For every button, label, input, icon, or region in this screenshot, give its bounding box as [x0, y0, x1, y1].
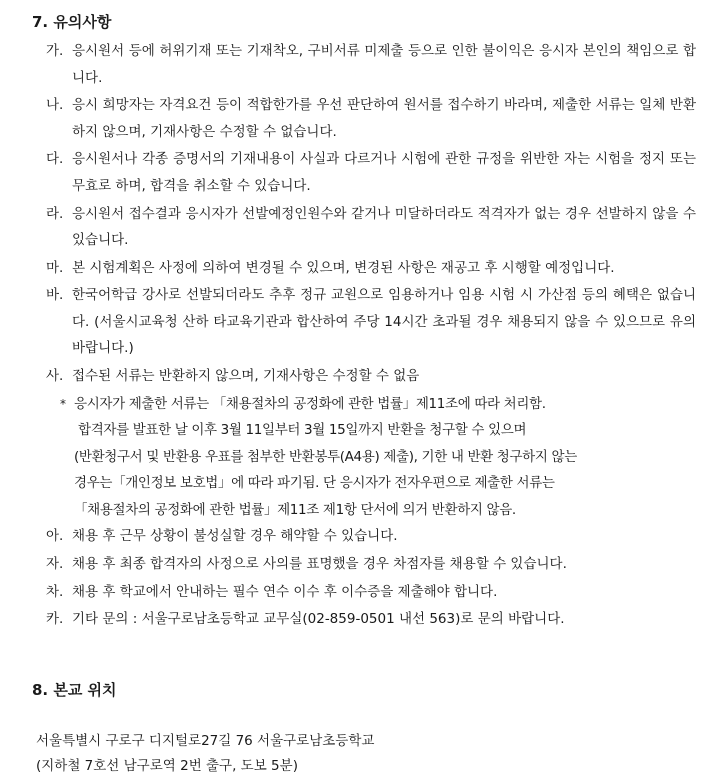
list-item — [46, 606, 696, 633]
section-8-title: 8. 본교 위치 — [32, 681, 117, 699]
item-text: 응시원서 등에 허위기재 또는 기재착오, 구비서류 미제출 등으로 인한 불이익은 응시자 본인의 책임으로 합니다. — [72, 43, 696, 86]
note-line: 합격자를 발표한 날 이후 3월 11일부터 3월 15일까지 반환을 청구할 수 있으며 — [78, 422, 527, 439]
note-body — [74, 391, 577, 524]
list-item — [46, 201, 696, 254]
item-marker: 바. — [46, 287, 64, 304]
list-item — [46, 255, 696, 282]
asterisk-icon: * — [60, 396, 66, 411]
item-marker: 가. — [46, 43, 64, 59]
item-text: 한국어학급 강사로 선발되더라도 추후 정규 교원으로 임용하거나 임용 시험 시 가산점 등의 혜택은 없습니다. (서울시교육청 산하 타교육기관과 합산하여 주당 14시간 초과될 경우 채용되지 않을 수 있으므로 유의바랍니다.) — [72, 287, 696, 357]
item-marker: 자. — [46, 555, 64, 572]
item-text: 기타 문의 : 서울구로남초등학교 교무실(02-859-0501 내선 563)로 문의 바랍니다. — [72, 611, 565, 628]
note-line: 경우는「개인정보 보호법」에 따라 파기됨. 단 응시자가 전자우편으로 제출한 서류는 — [74, 475, 555, 492]
item-text: 채용 후 최종 합격자의 사정으로 사의를 표명했을 경우 차점자를 채용할 수 있습니다. — [72, 555, 567, 572]
item-text: 응시원서 접수결과 응시자가 선발예정인원수와 같거나 미달하더라도 적격자가 없는 경우 선발하지 않을 수 있습니다. — [72, 205, 696, 249]
list-item — [46, 282, 696, 362]
list-item — [46, 92, 696, 145]
list-item — [46, 363, 696, 390]
list-item — [46, 38, 696, 91]
list-item — [46, 551, 696, 578]
item-text: 채용 후 근무 상황이 불성실할 경우 해약할 수 있습니다. — [72, 528, 398, 545]
school-location — [36, 729, 374, 779]
note-line: 「채용절차의 공정화에 관한 법률」제11조 제1항 단서에 의거 반환하지 않음. — [74, 501, 516, 518]
item-marker: 차. — [46, 583, 64, 600]
item-marker: 카. — [46, 611, 64, 628]
item-marker: 마. — [46, 259, 64, 276]
item-marker: 사. — [46, 368, 64, 385]
item-marker: 라. — [46, 205, 64, 222]
item-text: 응시 희망자는 자격요건 등이 적합한가를 우선 판단하여 원서를 접수하기 바라며, 제출한 서류는 일체 반환하지 않으며, 기재사항은 수정할 수 없습니다. — [72, 97, 696, 140]
list-item — [46, 579, 696, 606]
school-address: 서울특별시 구로구 디지털로27길 76 서울구로남초등학교 — [36, 733, 375, 749]
notice-list — [46, 38, 696, 633]
item-marker: 다. — [46, 151, 64, 168]
item-text: 응시원서나 각종 증명서의 기재내용이 사실과 다르거나 시험에 관한 규정을 위반한 자는 시험을 정지 또는 무효로 하며, 합격을 취소할 수 있습니다. — [72, 151, 696, 194]
item-text: 채용 후 학교에서 안내하는 필수 연수 이수 후 이수증을 제출해야 합니다. — [72, 583, 498, 600]
subway-directions: (지하철 7호선 남구로역 2번 출구, 도보 5분) — [36, 758, 298, 774]
list-item — [46, 523, 696, 550]
item-marker: 아. — [46, 528, 64, 545]
return-policy-note — [46, 391, 696, 524]
item-text: 접수된 서류는 반환하지 않으며, 기재사항은 수정할 수 없음 — [72, 368, 420, 385]
note-line: 응시자가 제출한 서류는 「채용절차의 공정화에 관한 법률」제11조에 따라 처리함. — [74, 395, 546, 412]
section-7-title: 7. 유의사항 — [32, 13, 112, 31]
item-marker: 나. — [46, 97, 64, 114]
list-item — [46, 146, 696, 199]
item-text: 본 시험계획은 사정에 의하여 변경될 수 있으며, 변경된 사항은 재공고 후 시행할 예정입니다. — [72, 259, 615, 276]
note-line: (반환청구서 및 반환용 우표를 첨부한 반환봉투(A4용) 제출), 기한 내 반환 청구하지 않는 — [74, 448, 577, 465]
